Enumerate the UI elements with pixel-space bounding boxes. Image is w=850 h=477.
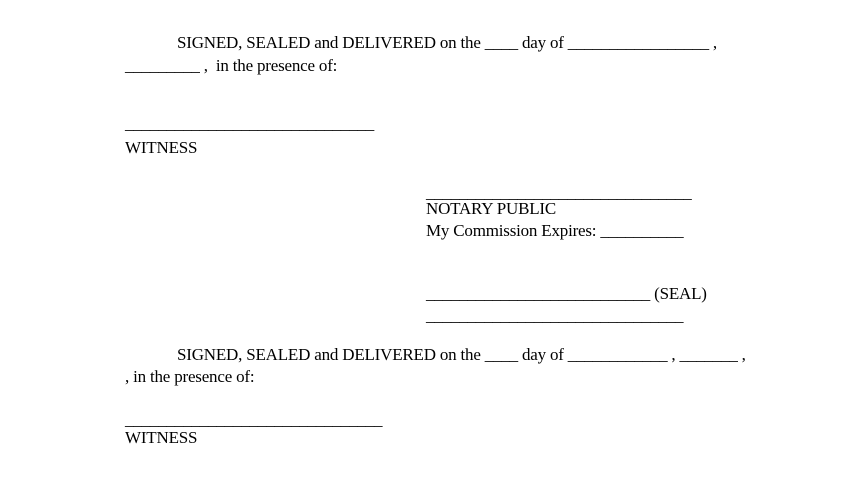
seal-name-line: _______________________________ [426,306,684,325]
presence-of-line-2: , in the presence of: [125,367,255,386]
witness-label-2: WITNESS [125,428,198,447]
witness-signature-line-2: _______________________________ [125,410,383,429]
notary-signature-line: ________________________________ [426,183,692,202]
presence-of-line-1: _________ , in the presence of: [125,56,338,75]
signed-sealed-delivered-line-1: SIGNED, SEALED and DELIVERED on the ____ day of _________________ , [177,33,717,52]
seal-signature-line: ___________________________ (SEAL) [426,284,707,303]
witness-signature-line-1: ______________________________ [125,114,375,133]
commission-expires-line: My Commission Expires: __________ [426,221,684,240]
signed-sealed-delivered-line-2: SIGNED, SEALED and DELIVERED on the ____ day of ____________ , _______ , [177,345,746,364]
witness-label-1: WITNESS [125,138,198,157]
notary-public-label: NOTARY PUBLIC [426,199,557,218]
